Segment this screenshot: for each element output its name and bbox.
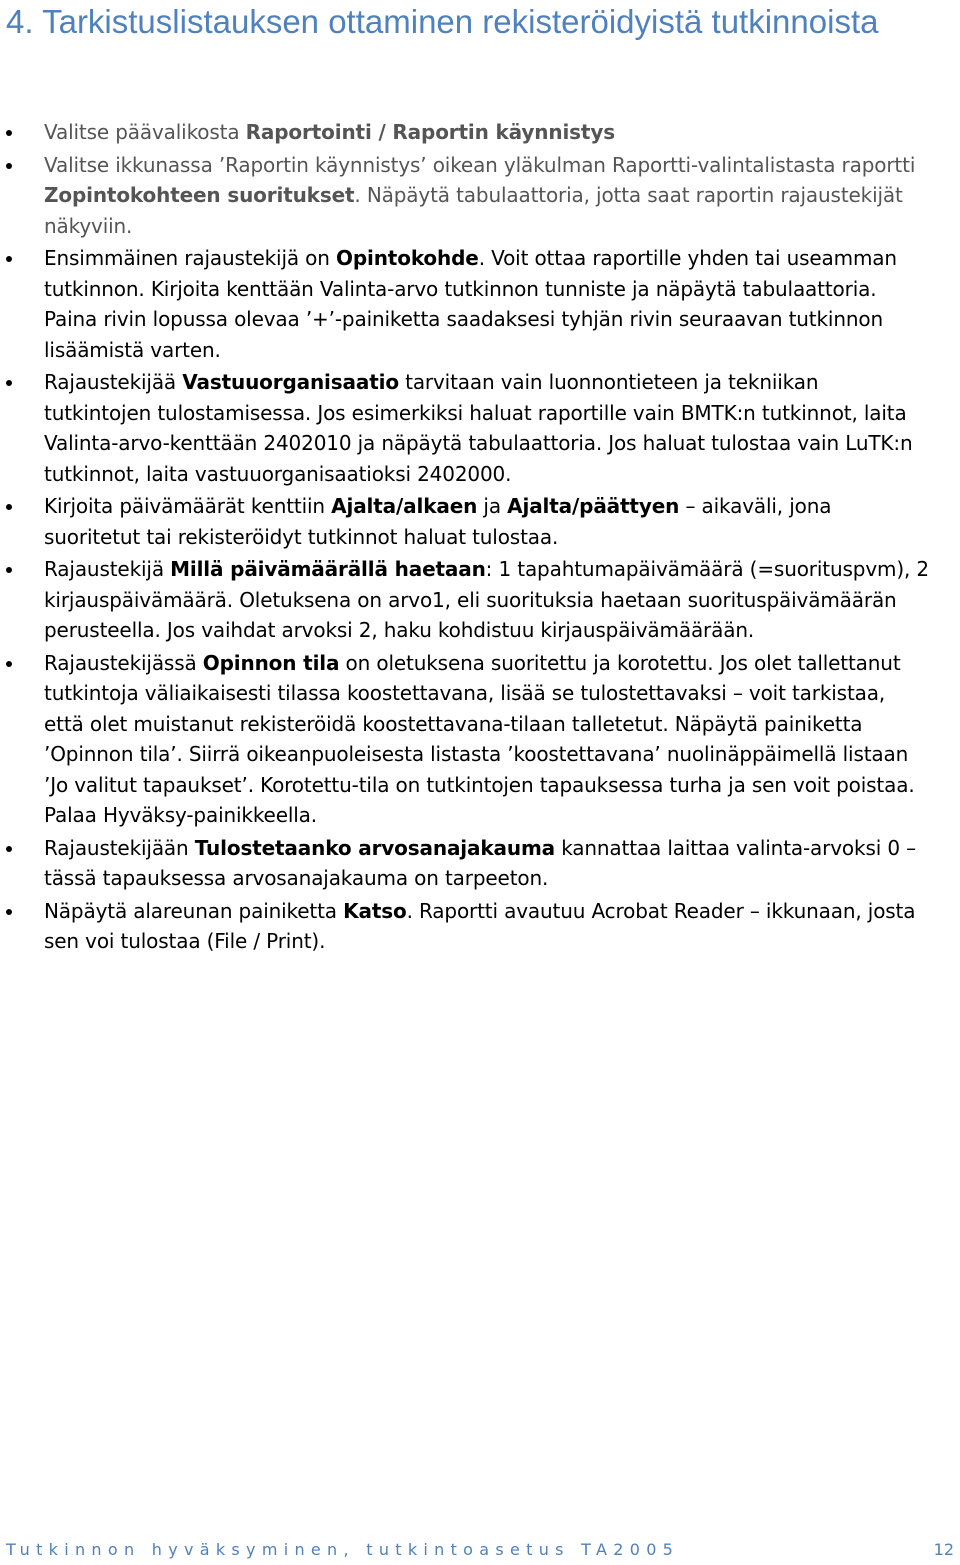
list-item-bold-4b: Ajalta/päättyen — [507, 494, 680, 518]
list-item-text-2b: . Voit ottaa raportille yhden tai useamman tutkinnon. Kirjoita kenttään Valinta-arvo tutkinnon tunniste ja näpäytä tabulaattoria. Paina rivin lopussa olevaa ’+’-painiketta saadaksesi tyhjän rivin seuraavan tutkinnon lisäämistä varten. — [44, 246, 897, 362]
footer-title: Tutkinnon hyväksyminen, tutkintoasetus TA2005 — [6, 1540, 680, 1559]
list-item-bold-2: Opintokohde — [336, 246, 479, 270]
bullet-icon — [6, 380, 12, 386]
page-heading: 4. Tarkistuslistauksen ottaminen rekisteröidyistä tutkinnoista — [6, 3, 879, 40]
list-item — [0, 491, 930, 552]
list-item-text-3b: tarvitaan vain luonnontieteen ja tekniikan tutkintojen tulostamisessa. Jos esimerkiksi haluat raportille vain BMTK:n tutkinnot, laita Valinta-arvo-kenttään 2402010 ja näpäytä tabulaattoria. Jos haluat tulostaa vain LuTK:n tutkinnot, laita vastuuorganisaatioksi 2402000. — [44, 370, 913, 486]
bullet-icon — [6, 256, 12, 262]
list-item — [0, 367, 930, 489]
list-item — [0, 243, 930, 365]
list-item-bold-8: Katso — [343, 898, 407, 923]
list-item-text-3a: Rajaustekijää — [44, 370, 183, 394]
list-item-bold-3: Vastuuorganisaatio — [182, 370, 399, 394]
bullet-icon — [6, 846, 12, 852]
bullet-icon — [6, 504, 12, 510]
list-item-bold-1: Zopintokohteen suoritukset — [44, 183, 355, 207]
list-item-text-1a: Valitse ikkunassa ’Raportin käynnistys’ oikean yläkulman Raportti-valintalistasta raportti — [44, 152, 916, 177]
list-item-text-8a: Näpäytä alareunan painiketta — [44, 898, 344, 923]
list-item-text-0: Valitse päävalikosta — [44, 120, 246, 144]
list-item-text-4c: – aikaväli, jona suoritetut tai rekisteröidyt tutkinnot haluat tulostaa. — [44, 494, 832, 549]
list-item-text-5b: : 1 tapahtumapäivämäärä (=suorituspvm), 2 kirjauspäivämäärä. Oletuksena on arvo1, eli suorituksia haetaan suorituspäivämäärän perusteella. Jos vaihdat arvoksi 2, haku kohdistuu kirjauspäivämäärään. — [44, 557, 929, 642]
list-item-text-1b: . Näpäytä tabulaattoria, jotta saat raportin rajaustekijät näkyviin. — [44, 183, 903, 238]
list-item-text-7b: kannattaa laittaa valinta-arvoksi 0 – tässä tapauksessa arvosanajakauma on tarpeeton. — [44, 835, 916, 890]
list-item-text-4a: Kirjoita päivämäärät kenttiin — [44, 494, 332, 518]
list-item — [0, 117, 930, 148]
list-item — [0, 150, 930, 242]
list-item-bold-5: Millä päivämäärällä haetaan — [170, 557, 486, 581]
list-item-text-6b: on oletuksena suoritettu ja korotettu. Jos olet tallettanut tutkintoja väliaikaisesti tilassa koostettavana, lisää se tulostettavaksi – voit tarkistaa, että olet muistanut rekisteröidä koostettavana-tilaan talletetut. Näpäytä painiketta ’Opinnon tila’. Siirrä oikeanpuoleisesta listasta ’koostettavana’ nuolinäppäimellä listaan ’Jo valitut tapaukset’. Korotettu-tila on tutkintojen tapauksessa turha ja sen voit poistaa. Palaa Hyväksy-painikkeella. — [44, 650, 915, 827]
list-item — [0, 554, 930, 646]
list-item — [0, 648, 930, 831]
list-item — [0, 896, 930, 957]
page-number: 12 — [933, 1540, 954, 1559]
list-item — [0, 833, 930, 894]
page-footer — [6, 1540, 954, 1564]
list-item-text-7a: Rajaustekijään — [44, 835, 195, 860]
list-item-text-4b: ja — [477, 494, 508, 518]
bullet-icon — [6, 130, 12, 136]
list-item-bold-0: Raportointi / Raportin käynnistys — [245, 120, 615, 144]
list-item-text-2a: Ensimmäinen rajaustekijä on — [44, 246, 336, 270]
list-item-bold-6: Opinnon tila — [202, 650, 340, 675]
list-item-bold-7: Tulostetaanko arvosanajakauma — [194, 835, 555, 860]
bullet-icon — [6, 909, 12, 915]
list-item-bold-4a: Ajalta/alkaen — [331, 494, 478, 518]
list-item-text-8b: . Raportti avautuu Acrobat Reader – ikkunaan, josta sen voi tulostaa (File / Print). — [44, 898, 916, 953]
bullet-icon — [6, 163, 12, 169]
bullet-icon — [6, 661, 12, 667]
bullet-icon — [6, 567, 12, 573]
instruction-list — [0, 117, 930, 959]
list-item-text-5a: Rajaustekijä — [44, 557, 171, 581]
list-item-text-6a: Rajaustekijässä — [44, 650, 203, 675]
